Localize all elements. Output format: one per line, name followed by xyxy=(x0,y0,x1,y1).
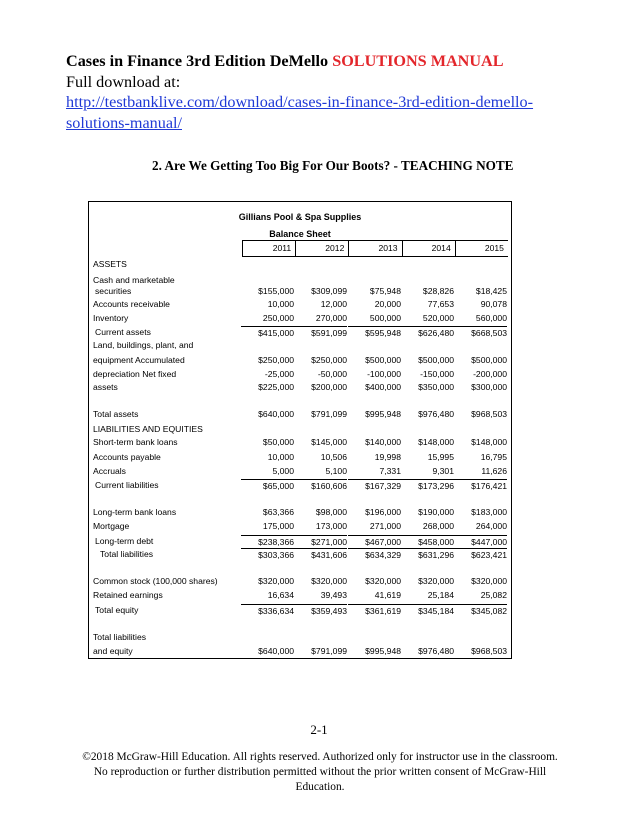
row-label: Total assets xyxy=(93,409,139,419)
company-name: Gillians Pool & Spa Supplies xyxy=(238,212,362,222)
cell-value: 12,000 xyxy=(320,299,347,309)
table-row xyxy=(89,520,511,532)
header-title: Cases in Finance 3rd Edition DeMello xyxy=(66,52,329,70)
cell-value: $140,000 xyxy=(365,437,401,447)
cell-value: $431,606 xyxy=(294,548,347,560)
cell-value: $500,000 xyxy=(471,355,507,365)
cell-value: $500,000 xyxy=(365,355,401,365)
table-row xyxy=(89,408,511,420)
cell-value: $238,366 xyxy=(241,535,294,547)
row-label: Accounts payable xyxy=(93,452,161,462)
cell-value: $500,000 xyxy=(418,355,454,365)
row-label: Total liabilities xyxy=(100,549,154,559)
cell-value: $167,329 xyxy=(348,479,401,491)
cell-value: $995,948 xyxy=(365,646,401,656)
cell-value: $968,503 xyxy=(471,646,507,656)
table-row xyxy=(89,381,511,393)
cell-value: $458,000 xyxy=(401,535,454,547)
cell-value: $668,503 xyxy=(454,326,507,338)
cell-value: 500,000 xyxy=(369,313,401,323)
cell-value: 9,301 xyxy=(432,466,454,476)
cell-value: $995,948 xyxy=(365,409,401,419)
cell-value: 173,000 xyxy=(315,521,347,531)
cell-value: $196,000 xyxy=(365,507,401,517)
year-header: 2014 xyxy=(402,241,455,256)
cell-value: 268,000 xyxy=(422,521,454,531)
cell-value: $250,000 xyxy=(311,355,347,365)
year-header: 2012 xyxy=(295,241,348,256)
cell-value: $350,000 xyxy=(418,382,454,392)
cell-value: $623,421 xyxy=(454,548,507,560)
cell-value: $148,000 xyxy=(471,437,507,447)
cell-value: $467,000 xyxy=(348,535,401,547)
cell-value: $183,000 xyxy=(471,507,507,517)
table-row xyxy=(89,589,511,601)
year-header-row xyxy=(242,240,508,257)
cell-value: $976,480 xyxy=(418,646,454,656)
cell-value: $65,000 xyxy=(241,479,294,491)
cell-value: 520,000 xyxy=(422,313,454,323)
cell-value: $345,082 xyxy=(454,604,507,616)
cell-value: $303,366 xyxy=(241,548,294,560)
row-label: Accruals xyxy=(93,466,126,476)
cell-value: 20,000 xyxy=(374,299,401,309)
row-label: Land, buildings, plant, and xyxy=(93,340,194,350)
cell-value: 560,000 xyxy=(475,313,507,323)
cell-value: $18,425 xyxy=(475,286,507,296)
download-label: Full download at: xyxy=(66,72,181,91)
cell-value: 7,331 xyxy=(379,466,401,476)
cell-value: $98,000 xyxy=(315,507,347,517)
row-label: Total liabilities xyxy=(93,632,147,642)
cell-value: 41,619 xyxy=(374,590,401,600)
cell-value: $634,329 xyxy=(348,548,401,560)
table-row xyxy=(89,451,511,463)
table-row xyxy=(89,423,511,435)
cell-value: $190,000 xyxy=(418,507,454,517)
cell-value: 175,000 xyxy=(262,521,294,531)
cell-value: $320,000 xyxy=(471,576,507,586)
cell-value: $345,184 xyxy=(401,604,454,616)
cell-value: 11,626 xyxy=(481,466,507,476)
document-header xyxy=(66,51,566,133)
table-row xyxy=(89,535,511,547)
cell-value: $50,000 xyxy=(262,437,294,447)
cell-value: -100,000 xyxy=(367,369,401,379)
table-row xyxy=(89,645,511,657)
cell-value: $309,099 xyxy=(311,286,347,296)
cell-value: -50,000 xyxy=(317,369,347,379)
row-label: Long-term bank loans xyxy=(93,507,177,517)
row-label: assets xyxy=(93,382,118,392)
row-label: Total equity xyxy=(95,605,139,615)
cell-value: -200,000 xyxy=(473,369,507,379)
table-row xyxy=(89,631,511,643)
balance-sheet-table xyxy=(88,201,512,659)
cell-value: 5,000 xyxy=(272,466,294,476)
table-row xyxy=(89,285,511,297)
row-label: Inventory xyxy=(93,313,129,323)
year-header: 2013 xyxy=(348,241,401,256)
cell-value: $63,366 xyxy=(262,507,294,517)
cell-value: $361,619 xyxy=(348,604,401,616)
cell-value: 271,000 xyxy=(369,521,401,531)
cell-value: 25,082 xyxy=(480,590,507,600)
year-header: 2011 xyxy=(242,241,295,256)
row-label: Current liabilities xyxy=(95,480,159,490)
table-row xyxy=(89,575,511,587)
cell-value: $145,000 xyxy=(311,437,347,447)
cell-value: $300,000 xyxy=(471,382,507,392)
cell-value: $359,493 xyxy=(294,604,347,616)
table-row xyxy=(89,258,511,270)
table-row xyxy=(89,354,511,366)
cell-value: $640,000 xyxy=(258,409,294,419)
cell-value: 16,795 xyxy=(480,452,507,462)
table-row xyxy=(89,506,511,518)
table-row xyxy=(89,298,511,310)
row-label: ASSETS xyxy=(93,259,127,269)
header-title-line xyxy=(66,51,566,72)
row-label: securities xyxy=(95,286,132,296)
table-row xyxy=(89,436,511,448)
row-label: Cash and marketable xyxy=(93,275,175,285)
row-label: Accounts receivable xyxy=(93,299,170,309)
download-link[interactable]: http://testbanklive.com/download/cases-in-finance-3rd-edition-demello-solutions-manual/ xyxy=(66,93,534,132)
table-row xyxy=(89,465,511,477)
page-number: 2-1 xyxy=(310,722,328,737)
cell-value: $320,000 xyxy=(311,576,347,586)
cell-value: $791,099 xyxy=(311,646,347,656)
cell-value: 5,100 xyxy=(325,466,347,476)
cell-value: 10,000 xyxy=(267,452,294,462)
row-label: Short-term bank loans xyxy=(93,437,178,447)
cell-value: $250,000 xyxy=(258,355,294,365)
row-label: Retained earnings xyxy=(93,590,163,600)
cell-value: 270,000 xyxy=(315,313,347,323)
cell-value: $640,000 xyxy=(258,646,294,656)
row-label: equipment Accumulated xyxy=(93,355,185,365)
header-title-highlight: SOLUTIONS MANUAL xyxy=(332,52,504,70)
cell-value: 39,493 xyxy=(320,590,347,600)
cell-value: $336,634 xyxy=(241,604,294,616)
cell-value: 264,000 xyxy=(475,521,507,531)
cell-value: 90,078 xyxy=(480,299,507,309)
statement-title: Balance Sheet xyxy=(269,229,331,239)
row-label: Current assets xyxy=(95,327,151,337)
row-label: LIABILITIES AND EQUITIES xyxy=(93,424,203,434)
cell-value: $968,503 xyxy=(471,409,507,419)
row-label: Common stock (100,000 shares) xyxy=(93,576,218,586)
row-label: and equity xyxy=(93,646,133,656)
cell-value: $320,000 xyxy=(418,576,454,586)
cell-value: 77,653 xyxy=(427,299,454,309)
cell-value: $631,296 xyxy=(401,548,454,560)
cell-value: $225,000 xyxy=(258,382,294,392)
cell-value: $626,480 xyxy=(401,326,454,338)
cell-value: 10,000 xyxy=(267,299,294,309)
cell-value: 16,634 xyxy=(267,590,294,600)
table-row xyxy=(89,604,511,616)
cell-value: -150,000 xyxy=(420,369,454,379)
cell-value: $176,421 xyxy=(454,479,507,491)
cell-value: $791,099 xyxy=(311,409,347,419)
table-row xyxy=(89,548,511,560)
table-row xyxy=(89,326,511,338)
cell-value: $173,296 xyxy=(401,479,454,491)
table-row xyxy=(89,312,511,324)
cell-value: $595,948 xyxy=(348,326,401,338)
cell-value: -25,000 xyxy=(264,369,294,379)
cell-value: 19,998 xyxy=(374,452,401,462)
table-row xyxy=(89,368,511,380)
row-label: Long-term debt xyxy=(95,536,154,546)
cell-value: $591,099 xyxy=(294,326,347,338)
year-header: 2015 xyxy=(455,241,508,256)
cell-value: $148,000 xyxy=(418,437,454,447)
cell-value: $75,948 xyxy=(369,286,401,296)
cell-value: 10,506 xyxy=(320,452,347,462)
table-row xyxy=(89,339,511,351)
row-label: depreciation Net fixed xyxy=(93,369,177,379)
cell-value: $155,000 xyxy=(258,286,294,296)
cell-value: $160,606 xyxy=(294,479,347,491)
cell-value: $447,000 xyxy=(454,535,507,547)
cell-value: 25,184 xyxy=(427,590,454,600)
cell-value: 250,000 xyxy=(262,313,294,323)
cell-value: $415,000 xyxy=(241,326,294,338)
table-row xyxy=(89,479,511,491)
cell-value: 15,995 xyxy=(427,452,454,462)
cell-value: $976,480 xyxy=(418,409,454,419)
cell-value: $320,000 xyxy=(258,576,294,586)
teaching-note-title: 2. Are We Getting Too Big For Our Boots? - TEACHING NOTE xyxy=(152,158,514,173)
cell-value: $200,000 xyxy=(311,382,347,392)
row-label: Mortgage xyxy=(93,521,130,531)
cell-value: $320,000 xyxy=(365,576,401,586)
cell-value: $400,000 xyxy=(365,382,401,392)
cell-value: $28,826 xyxy=(422,286,454,296)
copyright-notice: ©2018 McGraw-Hill Education. All rights reserved. Authorized only for instructor use in the classroom. No reproduction or further distribution permitted without the prior written consent of McGraw-Hill Education. xyxy=(82,751,558,793)
cell-value: $271,000 xyxy=(294,535,347,547)
